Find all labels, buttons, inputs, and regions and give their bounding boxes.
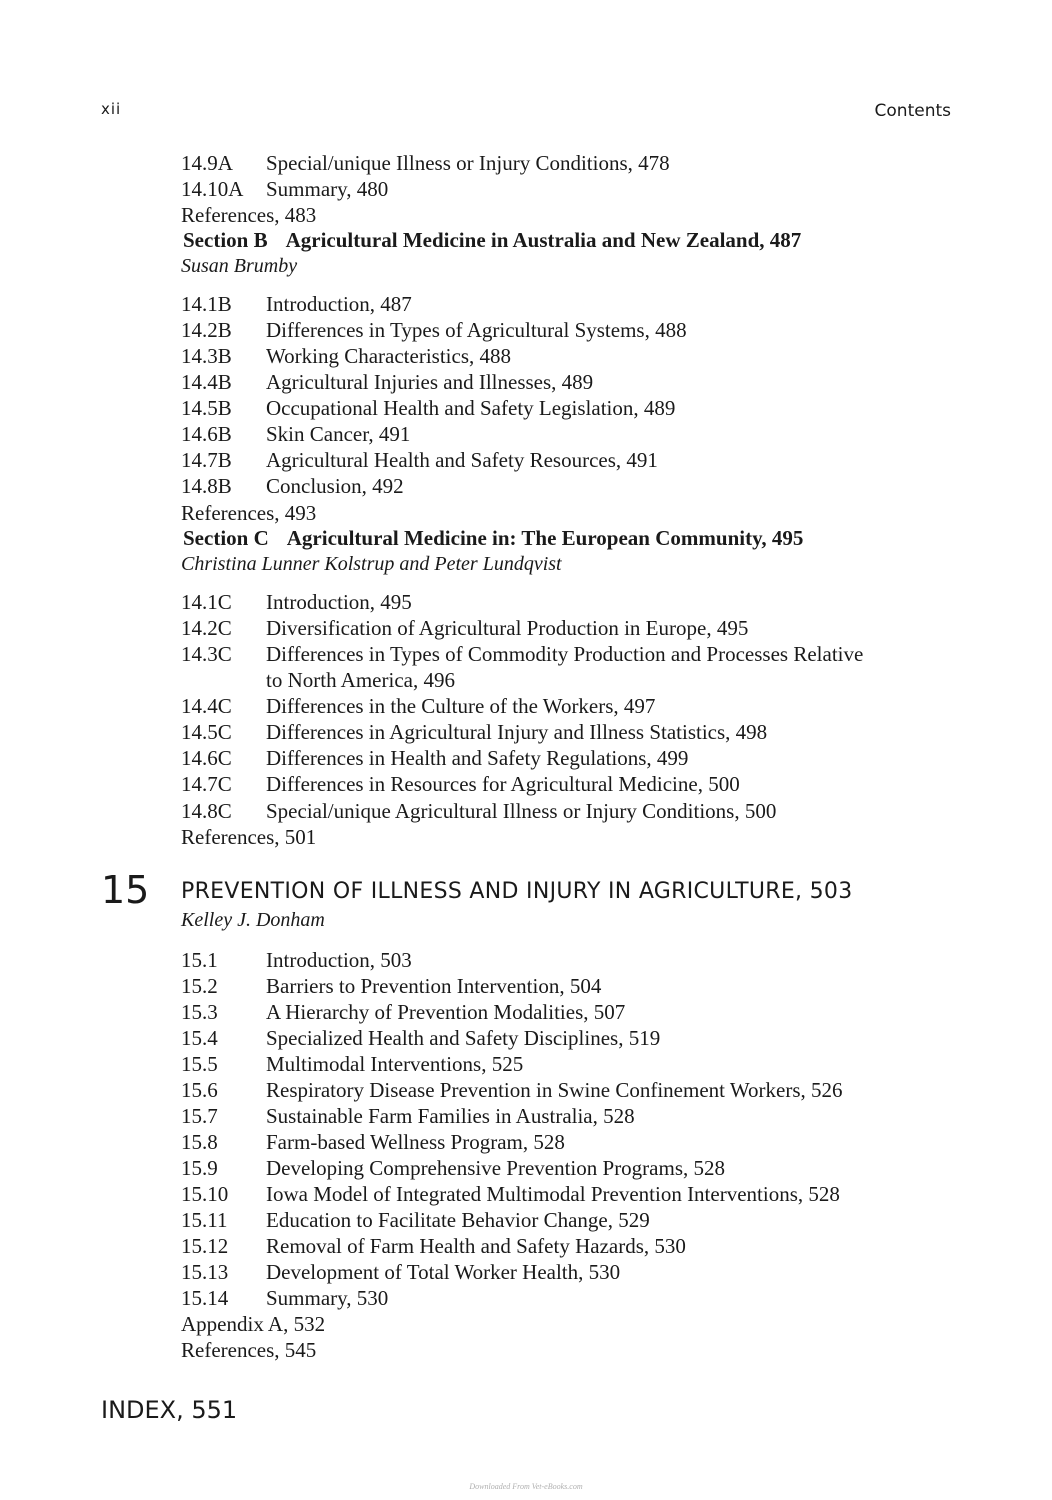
appendix-entry: Appendix A, 532	[181, 1312, 326, 1336]
toc-entry: 14.3C Differences in Types of Commodity Production and Processes Relative	[181, 642, 864, 666]
toc-entry: 14.5B Occupational Health and Safety Legislation, 489	[181, 396, 676, 420]
toc-entry: 15.8 Farm-based Wellness Program, 528	[181, 1130, 565, 1154]
toc-entry: 15.5 Multimodal Interventions, 525	[181, 1052, 524, 1076]
toc-entry: 15.13 Development of Total Worker Health, 530	[181, 1260, 621, 1284]
toc-entry: 15.14 Summary, 530	[181, 1286, 389, 1310]
toc-entry: 15.11 Education to Facilitate Behavior Change, 529	[181, 1208, 650, 1232]
toc-entry: 14.6B Skin Cancer, 491	[181, 422, 411, 446]
toc-entry: 14.1C Introduction, 495	[181, 590, 412, 614]
toc-entry: 14.9A Special/unique Illness or Injury Conditions, 478	[181, 151, 670, 175]
toc-entry: 14.4C Differences in the Culture of the Workers, 497	[181, 694, 656, 718]
toc-entry: 14.10A Summary, 480	[181, 177, 389, 201]
references-entry: References, 483	[181, 203, 317, 227]
toc-entry: 15.4 Specialized Health and Safety Disciplines, 519	[181, 1026, 661, 1050]
chapter-author: Kelley J. Donham	[181, 909, 325, 931]
index-entry: INDEX, 551	[101, 1396, 238, 1424]
chapter-title: PREVENTION OF ILLNESS AND INJURY IN AGRICULTURE, 503	[181, 879, 853, 904]
toc-entry: 14.5C Differences in Agricultural Injury and Illness Statistics, 498	[181, 720, 768, 744]
chapter-number: 15	[101, 868, 150, 912]
toc-entry: 14.2B Differences in Types of Agricultural Systems, 488	[181, 318, 687, 342]
watermark: Downloaded From Vet-eBooks.com	[469, 1482, 583, 1491]
toc-entry: 14.7C Differences in Resources for Agricultural Medicine, 500	[181, 772, 740, 796]
running-head: Contents	[874, 101, 951, 121]
section-heading: Section B Agricultural Medicine in Australia and New Zealand, 487	[183, 228, 802, 252]
page-numeral: xii	[101, 100, 122, 118]
toc-entry: 14.1B Introduction, 487	[181, 292, 412, 316]
references-entry: References, 501	[181, 825, 317, 849]
toc-entry: 14.8C Special/unique Agricultural Illness or Injury Conditions, 500	[181, 799, 777, 823]
toc-entry: 14.3B Working Characteristics, 488	[181, 344, 511, 368]
references-entry: References, 493	[181, 501, 317, 525]
toc-entry: 14.7B Agricultural Health and Safety Resources, 491	[181, 448, 658, 472]
section-heading: Section C Agricultural Medicine in: The European Community, 495	[183, 526, 804, 550]
toc-entry: 15.1 Introduction, 503	[181, 948, 412, 972]
toc-entry: 14.6C Differences in Health and Safety Regulations, 499	[181, 746, 689, 770]
section-author: Susan Brumby	[181, 255, 298, 277]
toc-entry: 14.2C Diversification of Agricultural Production in Europe, 495	[181, 616, 749, 640]
section-author: Christina Lunner Kolstrup and Peter Lundqvist	[181, 553, 562, 575]
toc-entry: 15.7 Sustainable Farm Families in Australia, 528	[181, 1104, 635, 1128]
toc-entry: 15.6 Respiratory Disease Prevention in Swine Confinement Workers, 526	[181, 1078, 843, 1102]
toc-entry: 14.4B Agricultural Injuries and Illnesses, 489	[181, 370, 594, 394]
toc-entry: 15.12 Removal of Farm Health and Safety Hazards, 530	[181, 1234, 686, 1258]
references-entry: References, 545	[181, 1338, 317, 1362]
toc-entry-continuation: to North America, 496	[266, 668, 455, 692]
toc-entry: 14.8B Conclusion, 492	[181, 474, 404, 498]
toc-entry: 15.10 Iowa Model of Integrated Multimodal Prevention Interventions, 528	[181, 1182, 840, 1206]
toc-entry: 15.9 Developing Comprehensive Prevention Programs, 528	[181, 1156, 726, 1180]
toc-entry: 15.2 Barriers to Prevention Intervention, 504	[181, 974, 602, 998]
toc-entry: 15.3 A Hierarchy of Prevention Modalities, 507	[181, 1000, 626, 1024]
